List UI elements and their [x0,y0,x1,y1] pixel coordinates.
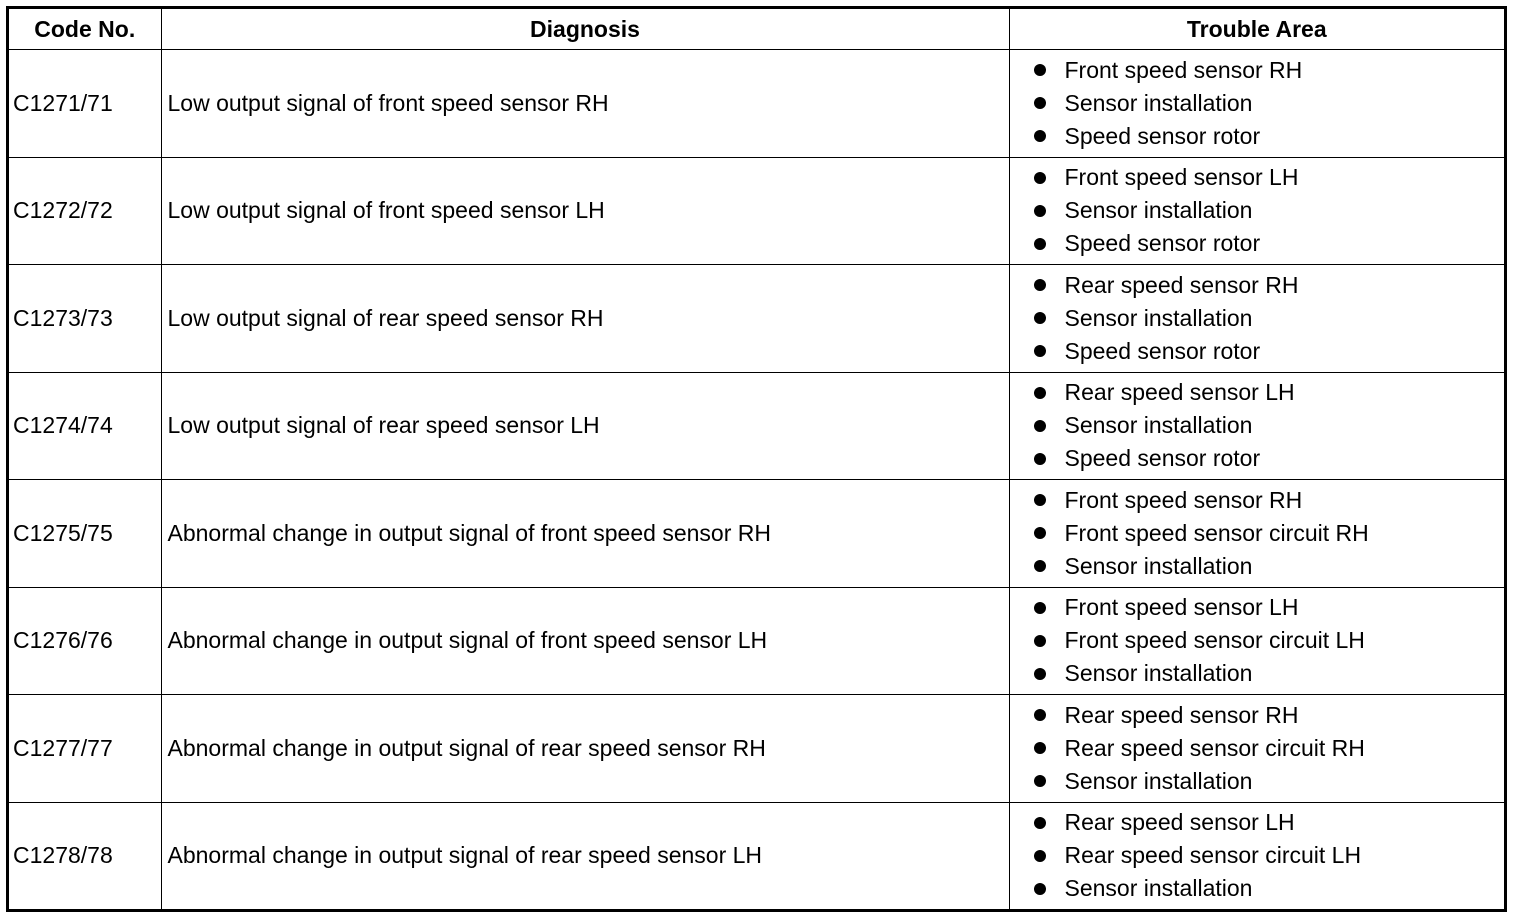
code-cell: C1276/76 [9,587,161,695]
bullet-icon [1034,817,1046,829]
diagnostic-code-table [6,6,1507,912]
bullet-icon [1034,668,1046,680]
bullet-icon [1034,742,1046,754]
trouble-area-cell [1009,695,1504,803]
trouble-area-text: Front speed sensor RH [1064,56,1303,83]
trouble-area-item [1034,591,1505,624]
trouble-area-item [1034,550,1505,583]
bullet-icon [1034,850,1046,862]
bullet-icon [1034,709,1046,721]
table-row [9,372,1504,480]
diagnosis-cell: Low output signal of front speed sensor LH [161,157,1009,265]
trouble-area-item [1034,732,1505,765]
bullet-icon [1034,387,1046,399]
trouble-area-text: Front speed sensor RH [1064,486,1303,513]
table-row [9,802,1504,909]
trouble-area-item [1034,54,1505,87]
bullet-icon [1034,345,1046,357]
trouble-area-text: Rear speed sensor LH [1064,379,1295,406]
table-row [9,50,1504,158]
table-body [9,50,1504,910]
trouble-area-item [1034,657,1505,690]
trouble-area-item [1034,302,1505,335]
trouble-area-list [1034,699,1505,798]
trouble-area-text: Sensor installation [1064,197,1253,224]
bullet-icon [1034,453,1046,465]
trouble-area-text: Rear speed sensor circuit RH [1064,734,1365,761]
trouble-area-text: Sensor installation [1064,875,1253,902]
trouble-area-item [1034,227,1505,260]
header-trouble-area: Trouble Area [1009,9,1504,50]
dtc-table [9,9,1504,909]
bullet-icon [1034,97,1046,109]
table-row [9,157,1504,265]
trouble-area-cell [1009,587,1504,695]
trouble-area-text: Sensor installation [1064,89,1253,116]
trouble-area-text: Sensor installation [1064,304,1253,331]
code-cell: C1277/77 [9,695,161,803]
trouble-area-text: Speed sensor rotor [1064,122,1261,149]
diagnosis-cell: Abnormal change in output signal of rear speed sensor LH [161,802,1009,909]
trouble-area-text: Rear speed sensor LH [1064,809,1295,836]
trouble-area-item [1034,872,1505,905]
trouble-area-list [1034,161,1505,260]
trouble-area-text: Front speed sensor LH [1064,164,1299,191]
trouble-area-text: Sensor installation [1064,412,1253,439]
trouble-area-list [1034,484,1505,583]
trouble-area-cell [1009,802,1504,909]
bullet-icon [1034,238,1046,250]
bullet-icon [1034,635,1046,647]
trouble-area-text: Sensor installation [1064,767,1253,794]
trouble-area-item [1034,699,1505,732]
trouble-area-list [1034,54,1505,153]
bullet-icon [1034,602,1046,614]
trouble-area-item [1034,376,1505,409]
code-cell: C1272/72 [9,157,161,265]
bullet-icon [1034,883,1046,895]
diagnosis-cell: Abnormal change in output signal of front speed sensor LH [161,587,1009,695]
trouble-area-text: Speed sensor rotor [1064,337,1261,364]
trouble-area-item [1034,161,1505,194]
trouble-area-item [1034,624,1505,657]
diagnosis-cell: Low output signal of rear speed sensor RH [161,265,1009,373]
bullet-icon [1034,560,1046,572]
code-cell: C1271/71 [9,50,161,158]
table-row [9,587,1504,695]
trouble-area-item [1034,517,1505,550]
bullet-icon [1034,775,1046,787]
trouble-area-item [1034,765,1505,798]
header-code: Code No. [9,9,161,50]
trouble-area-item [1034,442,1505,475]
trouble-area-cell [1009,265,1504,373]
trouble-area-item [1034,269,1505,302]
trouble-area-item [1034,194,1505,227]
diagnosis-cell: Abnormal change in output signal of rear speed sensor RH [161,695,1009,803]
trouble-area-cell [1009,50,1504,158]
bullet-icon [1034,527,1046,539]
trouble-area-cell [1009,480,1504,588]
trouble-area-list [1034,806,1505,905]
trouble-area-item [1034,409,1505,442]
table-row [9,480,1504,588]
trouble-area-item [1034,335,1505,368]
trouble-area-list [1034,376,1505,475]
trouble-area-text: Speed sensor rotor [1064,230,1261,257]
table-header-row [9,9,1504,50]
trouble-area-item [1034,806,1505,839]
trouble-area-item [1034,839,1505,872]
bullet-icon [1034,205,1046,217]
table-row [9,265,1504,373]
bullet-icon [1034,64,1046,76]
trouble-area-cell [1009,157,1504,265]
trouble-area-text: Speed sensor rotor [1064,445,1261,472]
trouble-area-item [1034,484,1505,517]
trouble-area-text: Front speed sensor circuit LH [1064,627,1365,654]
code-cell: C1275/75 [9,480,161,588]
trouble-area-text: Rear speed sensor RH [1064,701,1299,728]
trouble-area-cell [1009,372,1504,480]
bullet-icon [1034,420,1046,432]
code-cell: C1273/73 [9,265,161,373]
trouble-area-item [1034,120,1505,153]
trouble-area-text: Front speed sensor circuit RH [1064,519,1369,546]
table-row [9,695,1504,803]
diagnosis-cell: Abnormal change in output signal of front speed sensor RH [161,480,1009,588]
diagnosis-cell: Low output signal of front speed sensor RH [161,50,1009,158]
trouble-area-text: Front speed sensor LH [1064,594,1299,621]
trouble-area-text: Rear speed sensor circuit LH [1064,842,1362,869]
trouble-area-list [1034,591,1505,690]
bullet-icon [1034,172,1046,184]
bullet-icon [1034,312,1046,324]
bullet-icon [1034,130,1046,142]
trouble-area-text: Sensor installation [1064,552,1253,579]
trouble-area-text: Sensor installation [1064,660,1253,687]
trouble-area-text: Rear speed sensor RH [1064,271,1299,298]
code-cell: C1278/78 [9,802,161,909]
diagnosis-cell: Low output signal of rear speed sensor LH [161,372,1009,480]
trouble-area-list [1034,269,1505,368]
bullet-icon [1034,494,1046,506]
header-diagnosis: Diagnosis [161,9,1009,50]
bullet-icon [1034,279,1046,291]
code-cell: C1274/74 [9,372,161,480]
trouble-area-item [1034,87,1505,120]
